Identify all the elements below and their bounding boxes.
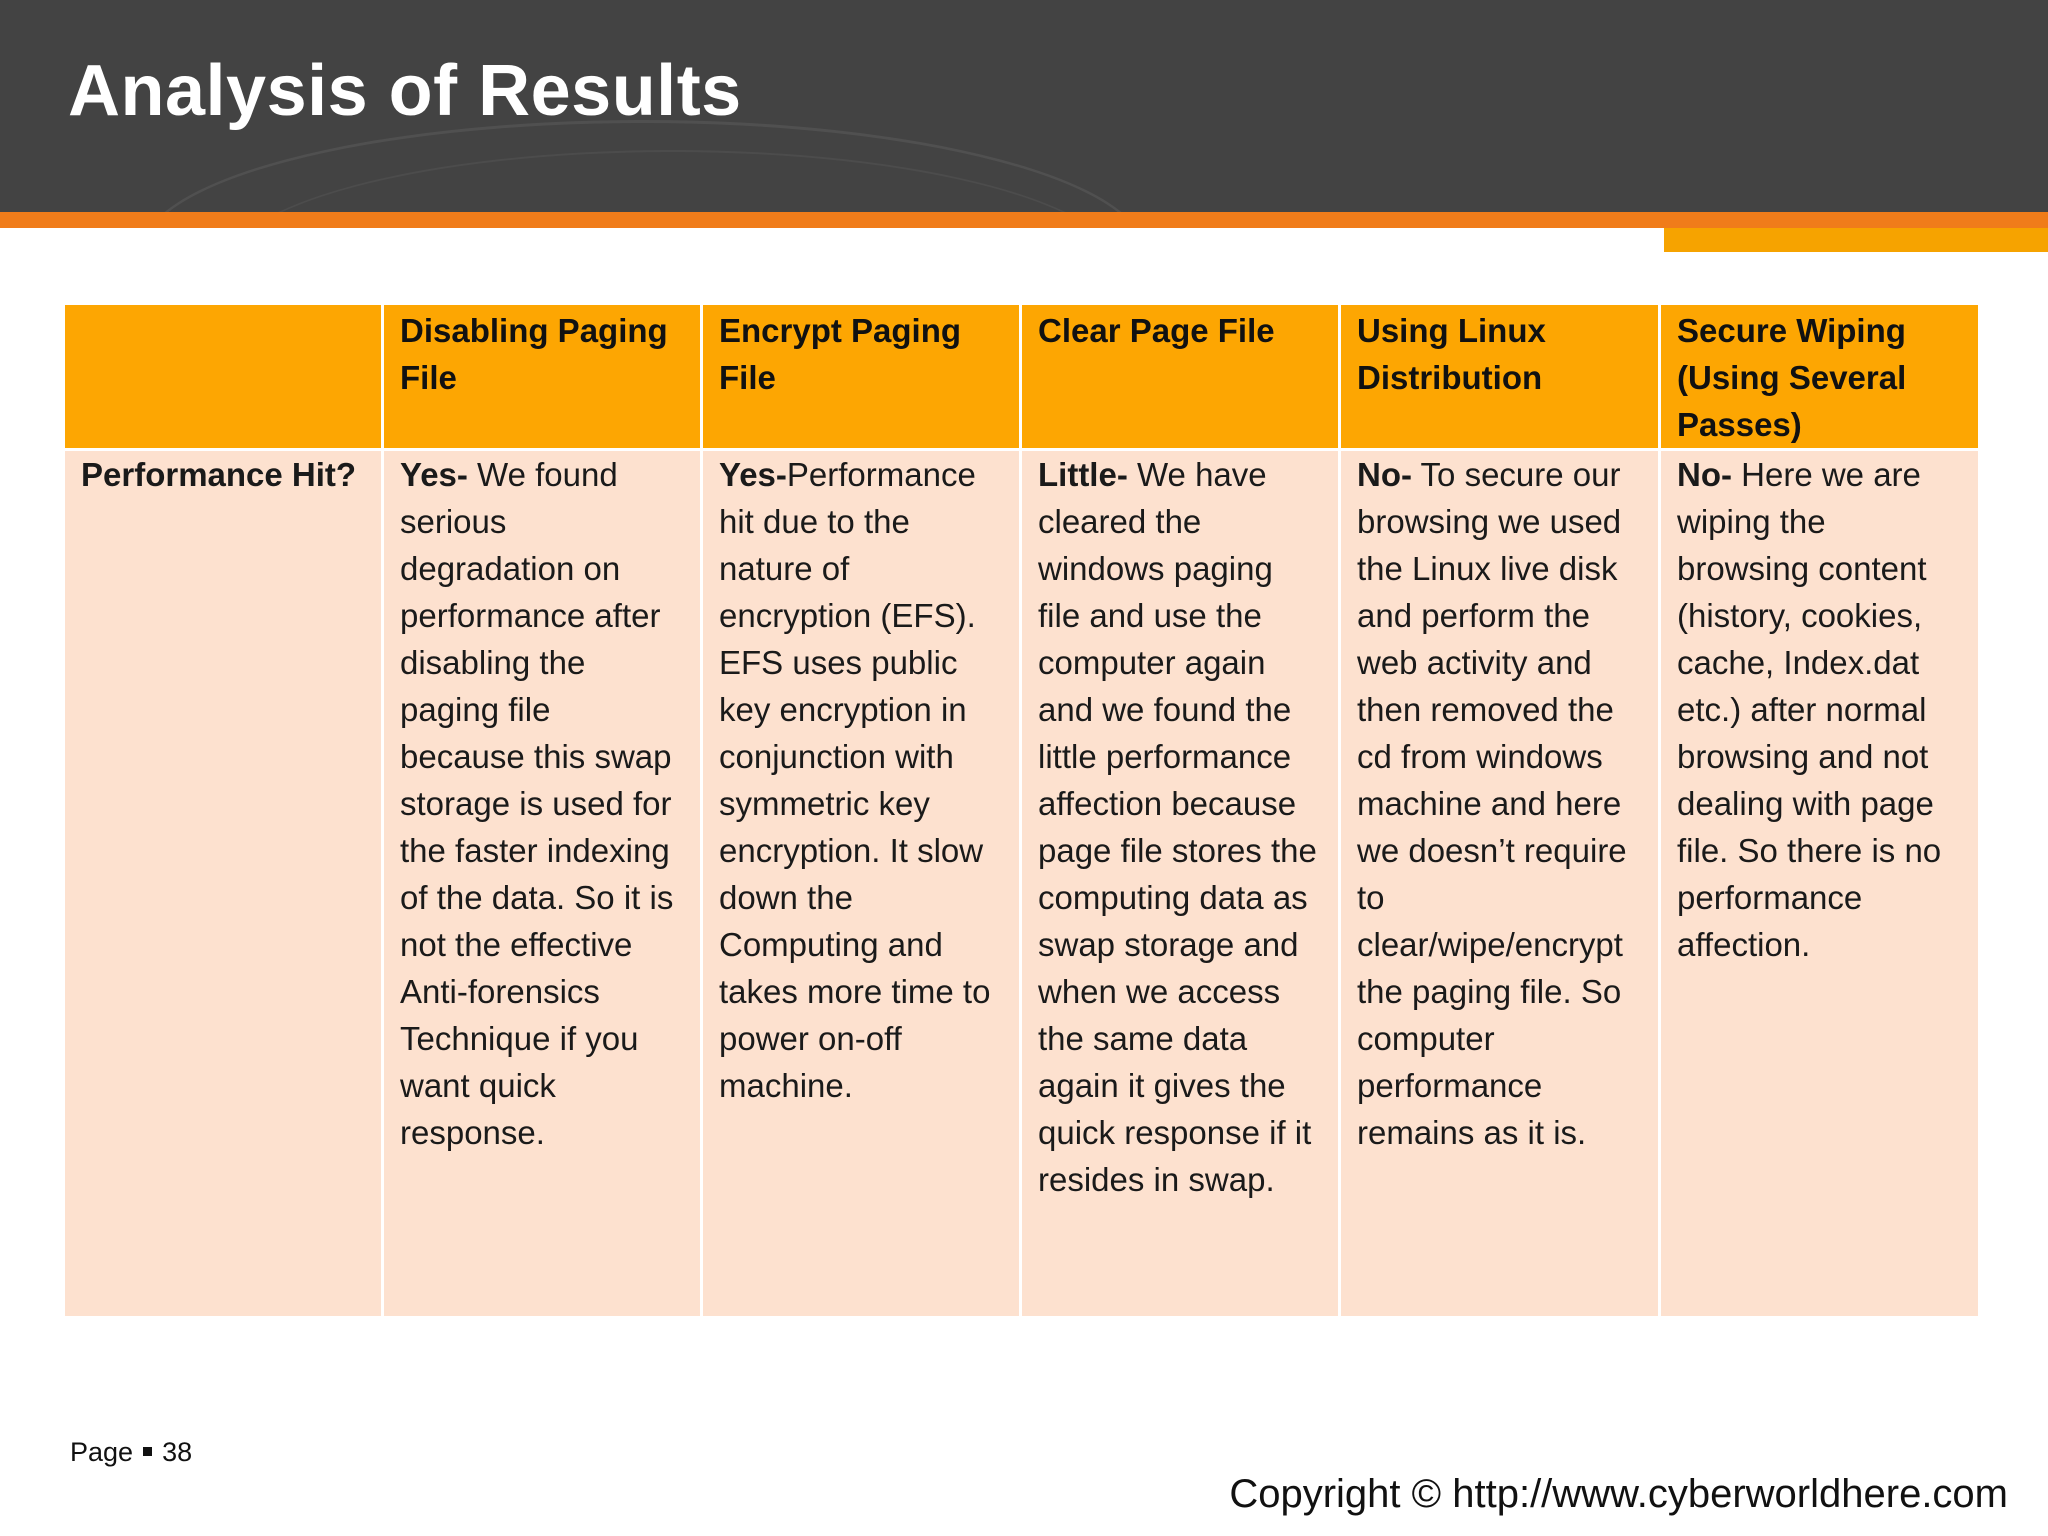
cell-text: Here we are wiping the browsing content (history, cookies, cache, Index.dat etc.) after normal browsing and not dealing with page file. So there is no performance affection.	[1677, 456, 1942, 963]
cell-secure-wiping	[1660, 450, 1980, 1318]
table-row	[64, 450, 1980, 1318]
page-number	[70, 1437, 192, 1468]
cell-verdict: No-	[1677, 456, 1732, 493]
column-header-secure-wiping: Secure Wiping (Using Several Passes)	[1660, 304, 1980, 450]
cell-text: We found serious degradation on performance after disabling the paging file because this swap storage is used for the faster indexing of the data. So it is not the effective Anti-forensics Technique if you want quick response.	[400, 456, 674, 1151]
results-table	[62, 302, 1981, 1319]
cell-verdict: Little-	[1038, 456, 1128, 493]
cell-text: Performance hit due to the nature of encryption (EFS). EFS uses public key encryption in conjunction with symmetric key encryption. It slow down the Computing and takes more time to power on-off machine.	[719, 456, 991, 1104]
column-header-clear-page-file: Clear Page File	[1021, 304, 1340, 450]
accent-bar	[0, 212, 2048, 228]
cell-verdict: Yes-	[719, 456, 787, 493]
square-bullet-icon	[143, 1447, 152, 1456]
column-header-encrypt-paging-file: Encrypt Paging File	[702, 304, 1021, 450]
cell-disabling-paging-file	[383, 450, 702, 1318]
copyright-notice: Copyright © http://www.cyberworldhere.com	[1229, 1472, 2008, 1516]
cell-verdict: Yes-	[400, 456, 468, 493]
corner-cell	[64, 304, 383, 450]
cell-text: We have cleared the windows paging file and use the computer again and we found the little performance affection because page file stores the computing data as swap storage and when we access the same data again it gives the quick response if it resides in swap.	[1038, 456, 1317, 1198]
cell-verdict: No-	[1357, 456, 1412, 493]
slide-header	[0, 0, 2048, 212]
page-number-value: 38	[162, 1437, 193, 1467]
row-header-performance-hit: Performance Hit?	[64, 450, 383, 1318]
table-header-row	[64, 304, 1980, 450]
cell-encrypt-paging-file	[702, 450, 1021, 1318]
cell-clear-page-file	[1021, 450, 1340, 1318]
slide-title: Analysis of Results	[68, 51, 742, 131]
accent-tab	[1664, 228, 2048, 252]
cell-using-linux-distribution	[1340, 450, 1660, 1318]
column-header-using-linux-distribution: Using Linux Distribution	[1340, 304, 1660, 450]
column-header-disabling-paging-file: Disabling Paging File	[383, 304, 702, 450]
cell-text: To secure our browsing we used the Linux live disk and perform the web activity and then removed the cd from windows machine and here we doesn’t require to clear/wipe/encrypt the paging file. So computer performance remains as it is.	[1357, 456, 1627, 1151]
page-label: Page	[70, 1437, 134, 1467]
